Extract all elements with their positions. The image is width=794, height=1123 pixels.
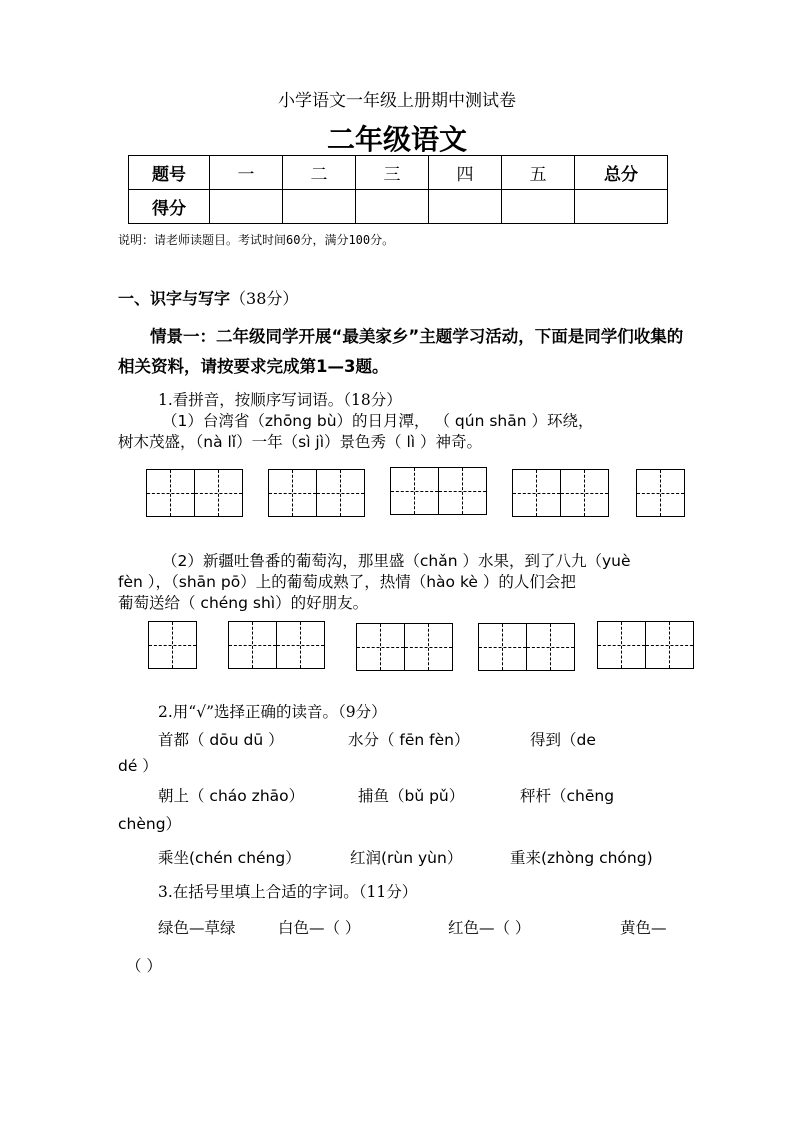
score-header-cell: 题号 — [129, 156, 210, 190]
writing-grid-chan[interactable] — [148, 621, 197, 669]
score-blank-cell[interactable] — [210, 190, 283, 224]
writing-grid-shanpo[interactable] — [356, 623, 453, 671]
q2-item-dedao-wrap: dé ） — [118, 757, 158, 775]
score-header-cell: 五 — [502, 156, 575, 190]
score-header-cell: 二 — [283, 156, 356, 190]
q3-item-huangse: 黄色— — [620, 919, 667, 937]
scene-intro: 情景一：二年级同学开展“最美家乡”主题学习活动，下面是同学们收集的相关资料，请按要求完成第1—3题。 — [118, 327, 684, 376]
q2-item-chenggan-wrap: chèng） — [118, 815, 182, 833]
section-title: 一、识字与写字 — [118, 289, 231, 308]
exam-title: 二年级语文 — [326, 123, 467, 156]
q3-item-baise[interactable]: 白色—（ ） — [278, 919, 361, 937]
section-points: （38分） — [230, 289, 299, 308]
writing-grid-qunshan[interactable] — [268, 469, 365, 517]
q2-item-buyu[interactable]: 捕鱼（bǔ pǔ） — [358, 787, 465, 805]
q1-part2-line3: 葡萄送给（ chéng shì）的好朋友。 — [118, 594, 369, 612]
writing-grid-zhongbu[interactable] — [146, 469, 243, 517]
writing-grid-haoke[interactable] — [478, 623, 575, 671]
writing-grid-yuefen[interactable] — [228, 621, 325, 669]
score-blank-cell[interactable] — [502, 190, 575, 224]
writing-grid-siji[interactable] — [512, 469, 609, 517]
score-header-cell: 三 — [356, 156, 429, 190]
exam-subtitle: 小学语文一年级上册期中测试卷 — [278, 91, 516, 111]
q1-title: 1.看拼音，按顺序写词语。（18分） — [158, 391, 402, 409]
section-heading — [118, 286, 298, 309]
score-blank-cell[interactable] — [429, 190, 502, 224]
q2-item-chonglai[interactable]: 重来(zhòng chóng) — [510, 849, 653, 867]
score-blank-cell[interactable] — [356, 190, 429, 224]
exam-note: 说明：请老师读题目。考试时间60分，满分100分。 — [118, 233, 395, 247]
q1-part1-line2: 树木茂盛，（nà lǐ）一年（sì jì）景色秀（ lì ）神奇。 — [118, 433, 483, 451]
score-header-cell: 总分 — [575, 156, 668, 190]
q2-item-dedao[interactable]: 得到（de — [530, 731, 596, 749]
score-table-score-row — [129, 190, 668, 224]
q2-item-shuifen[interactable]: 水分（ fēn fèn） — [348, 731, 470, 749]
score-blank-cell[interactable] — [283, 190, 356, 224]
q1-part2-line2: fèn ），（shān pō）上的葡萄成熟了，热情（hào kè ）的人们会把 — [118, 573, 576, 591]
q2-item-hongrun[interactable]: 红润(rùn yùn） — [350, 849, 463, 867]
q3-title: 3.在括号里填上合适的字词。（11分） — [158, 883, 418, 901]
q3-item-lvse: 绿色—草绿 — [158, 919, 236, 937]
q2-item-chaoshang[interactable]: 朝上（ cháo zhāo） — [158, 787, 305, 805]
writing-grid-nali[interactable] — [390, 467, 487, 515]
writing-grid-chengshi[interactable] — [597, 621, 694, 669]
q2-item-shoudu[interactable]: 首都（ dōu dū ） — [158, 731, 284, 749]
q1-part2-line1: （2）新疆吐鲁番的葡萄沟，那里盛（chǎn ）水果，到了八九（yuè — [162, 552, 631, 570]
writing-grid-li[interactable] — [636, 469, 685, 517]
q3-item-hongse[interactable]: 红色—（ ） — [448, 919, 531, 937]
score-table — [128, 155, 668, 224]
score-table-header-row — [129, 156, 668, 190]
q2-title: 2.用“√”选择正确的读音。（9分） — [158, 703, 387, 721]
q2-item-chenggan[interactable]: 秤杆（chēng — [520, 787, 615, 805]
score-blank-cell[interactable] — [575, 190, 668, 224]
q3-item-huangse-blank[interactable]: （ ） — [126, 957, 162, 975]
score-row-label: 得分 — [129, 190, 210, 224]
q1-part1-line1: （1）台湾省（zhōng bù）的日月潭， （ qún shān ）环绕， — [162, 412, 594, 430]
q2-item-chengzuo[interactable]: 乘坐(chén chéng） — [158, 849, 301, 867]
score-header-cell: 四 — [429, 156, 502, 190]
score-header-cell: 一 — [210, 156, 283, 190]
